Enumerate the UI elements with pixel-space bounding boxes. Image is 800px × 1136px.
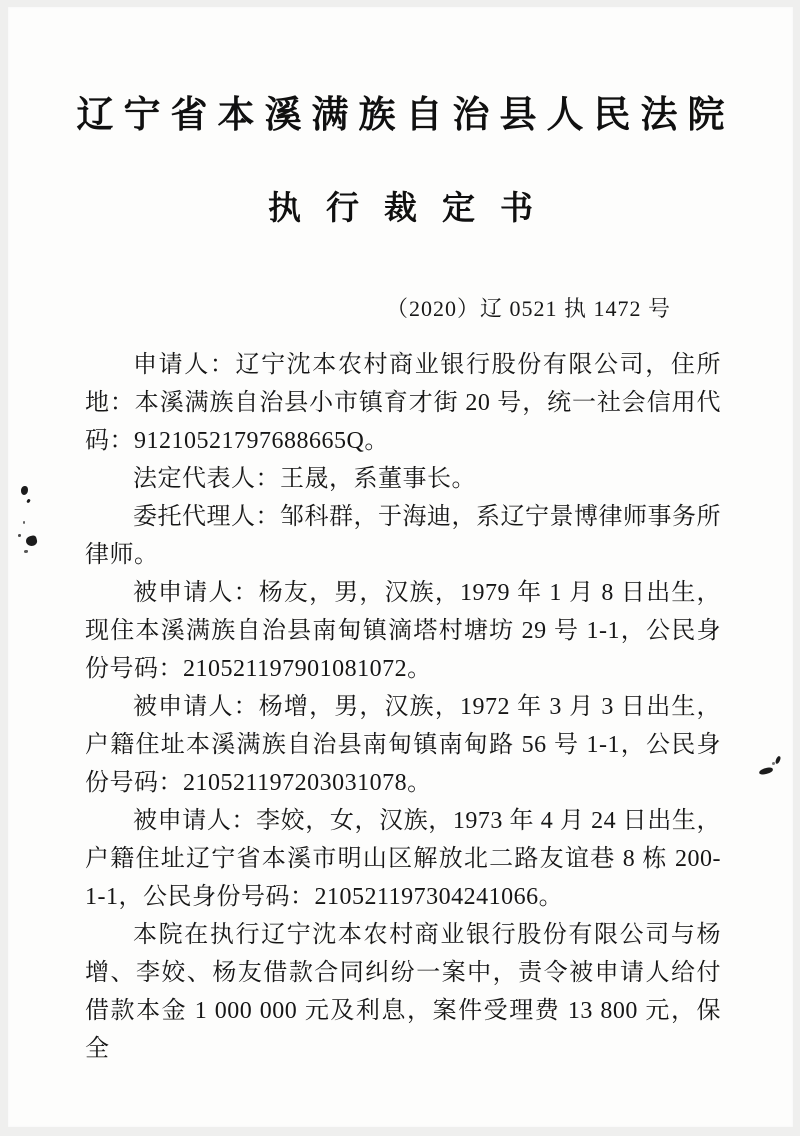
document-title: 执行裁定书 bbox=[268, 191, 558, 227]
document-page bbox=[8, 7, 793, 1127]
court-name-title: 辽宁省本溪满族自治县人民法院 bbox=[76, 95, 735, 136]
case-number: （2020）辽 0521 执 1472 号 bbox=[385, 296, 671, 321]
paragraph-legal-representative: 法定代表人：王晟，系董事长。 bbox=[133, 466, 476, 492]
paragraph-applicant: 申请人：辽宁沈本农村商业银行股份有限公司，住所地：本溪满族自治县小市镇育才街 20 号，统一社会信用代码：91210521797688665Q。 bbox=[85, 352, 721, 454]
paragraph-respondent-2: 被申请人：杨增，男，汉族，1972 年 3 月 3 日出生，户籍住址本溪满族自治县南甸镇南甸路 56 号 1-1，公民身份号码：210521197203031078。 bbox=[85, 694, 721, 796]
paragraph-respondent-3: 被申请人：李姣，女，汉族，1973 年 4 月 24 日出生，户籍住址辽宁省本溪市明山区解放北二路友谊巷 8 栋 200-1-1，公民身份号码：210521197304241066。 bbox=[85, 808, 721, 910]
document-body bbox=[85, 346, 721, 1068]
paragraph-entrusted-agents: 委托代理人：邹科群，于海迪，系辽宁景博律师事务所律师。 bbox=[85, 504, 721, 568]
paragraph-case-summary: 本院在执行辽宁沈本农村商业银行股份有限公司与杨增、李姣、杨友借款合同纠纷一案中，责令被申请人给付借款本金 1 000 000 元及利息，案件受理费 13 800 元，保全 bbox=[85, 922, 721, 1062]
paragraph-respondent-1: 被申请人：杨友，男，汉族，1979 年 1 月 8 日出生，现住本溪满族自治县南甸镇滴塔村塘坊 29 号 1-1，公民身份号码：210521197901081072。 bbox=[85, 580, 721, 682]
